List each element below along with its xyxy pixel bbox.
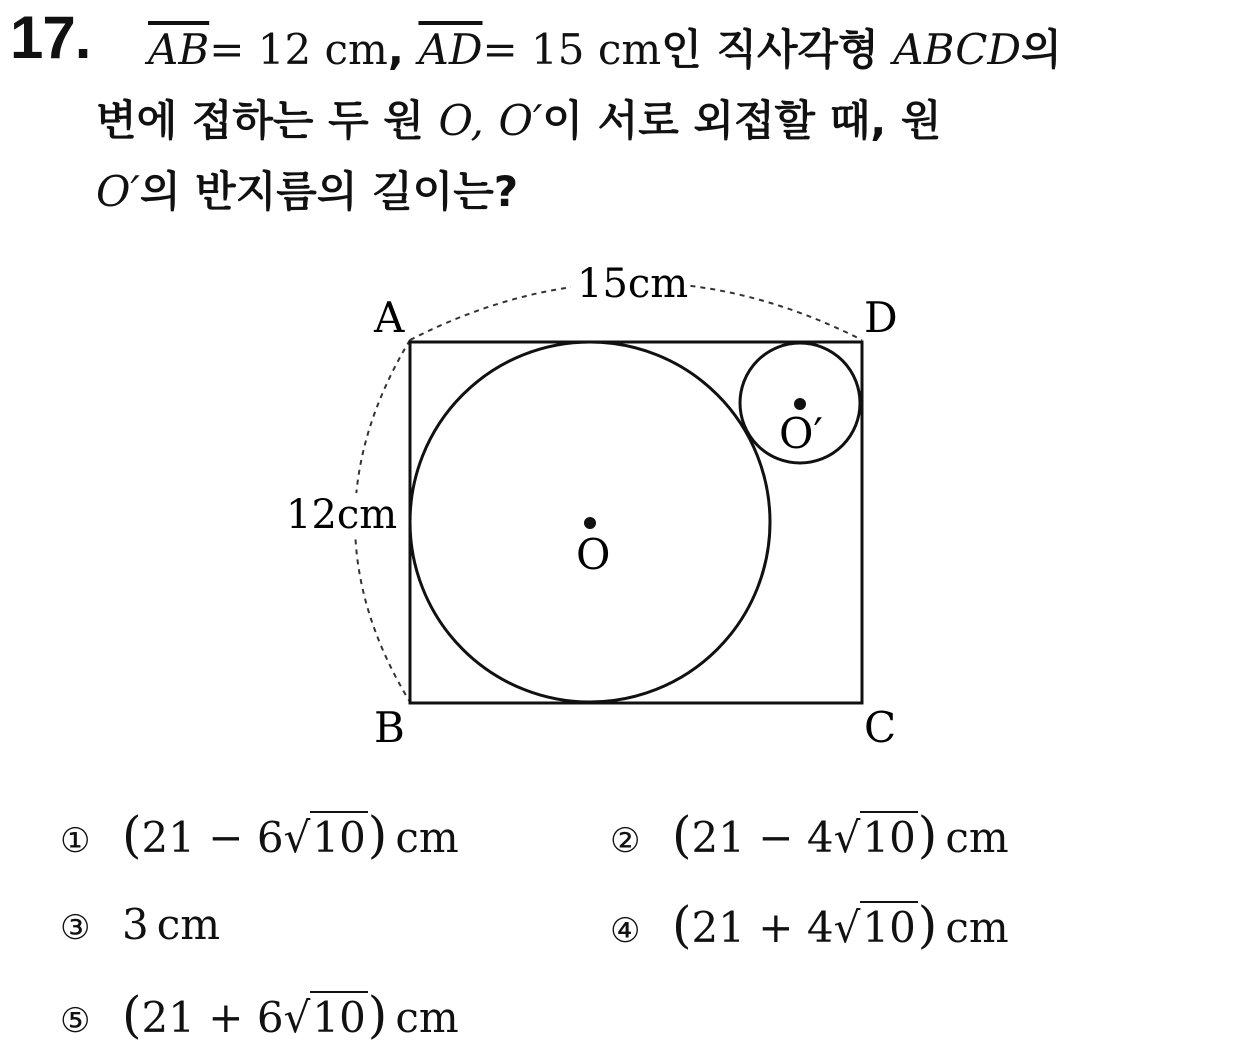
choice-4-open-paren: ( [672, 896, 692, 954]
choice-5-square-root: √10 [283, 993, 366, 1042]
choice-5-open-paren: ( [122, 986, 142, 1044]
choice-3-value: 3 [122, 900, 149, 949]
left-length-label: 12cm [286, 492, 398, 538]
choice-5-expression: 21 + 6 [141, 993, 284, 1042]
choice-2-radicand: 10 [862, 813, 916, 862]
choice-1-expression: 21 − 6 [141, 813, 284, 862]
center-oprime-label: O′ [779, 409, 823, 458]
vertex-b-label: B [374, 703, 405, 752]
ab-length: = 12 cm [209, 25, 388, 74]
choice-2-close-paren: ) [917, 806, 938, 864]
tangent-text: 변에 접하는 두 원 [96, 96, 424, 145]
segment-ab: $\overline{AB}$ [148, 25, 210, 74]
rectangle-name: ABCD [893, 25, 1022, 74]
target-circle-label: O′ [96, 167, 140, 216]
choice-1-marker: ① [60, 821, 91, 861]
choice-4-square-root: √10 [833, 903, 916, 952]
vertex-a-label: A [374, 293, 405, 342]
choice-4[interactable] [610, 896, 1009, 956]
choice-3-marker: ③ [60, 908, 91, 948]
vertex-d-label: D [864, 293, 898, 342]
radius-question-text: 의 반지름의 길이는? [139, 167, 519, 216]
choice-5-close-paren: ) [367, 986, 388, 1044]
choice-2-marker: ② [610, 821, 641, 861]
choice-2-unit: cm [945, 813, 1009, 862]
center-o-dot [584, 517, 596, 529]
choice-4-expression: 21 + 4 [691, 903, 834, 952]
rectangle-abcd [410, 342, 862, 703]
center-o-label: O [576, 530, 611, 579]
choice-5[interactable] [60, 986, 459, 1046]
choice-1-radicand: 10 [312, 813, 366, 862]
problem-number: 17. [10, 4, 91, 71]
choice-2-open-paren: ( [672, 806, 692, 864]
segment-ad: $\overline{AD}$ [418, 25, 483, 74]
possessive-text: 의 [1021, 25, 1062, 74]
choice-4-radicand: 10 [862, 903, 916, 952]
rectangle-text: 인 직사각형 [661, 25, 879, 74]
circle-oprime-label: O′ [498, 96, 543, 145]
choice-1-close-paren: ) [367, 806, 388, 864]
choice-2-expression: 21 − 4 [691, 813, 834, 862]
choice-1-unit: cm [395, 813, 459, 862]
choice-1-square-root: √10 [283, 813, 366, 862]
comma: , [387, 25, 404, 74]
external-tangency-text: 이 서로 외접할 때, 원 [542, 96, 942, 145]
vertex-c-label: C [864, 703, 897, 752]
choice-1[interactable] [60, 806, 459, 866]
top-length-label: 15cm [577, 261, 689, 307]
choice-3-unit: cm [156, 900, 221, 949]
choice-2-square-root: √10 [833, 813, 916, 862]
circle-o-label: O, [438, 96, 484, 145]
choice-3[interactable] [60, 900, 220, 953]
choice-4-marker: ④ [610, 911, 641, 951]
choice-1-open-paren: ( [122, 806, 142, 864]
choice-4-close-paren: ) [917, 896, 938, 954]
ad-length: = 15 cm [482, 25, 662, 74]
choice-5-unit: cm [395, 993, 459, 1042]
choice-5-marker: ⑤ [60, 1001, 91, 1041]
choice-2[interactable] [610, 806, 1009, 866]
choice-5-radicand: 10 [312, 993, 366, 1042]
choice-4-unit: cm [945, 903, 1009, 952]
